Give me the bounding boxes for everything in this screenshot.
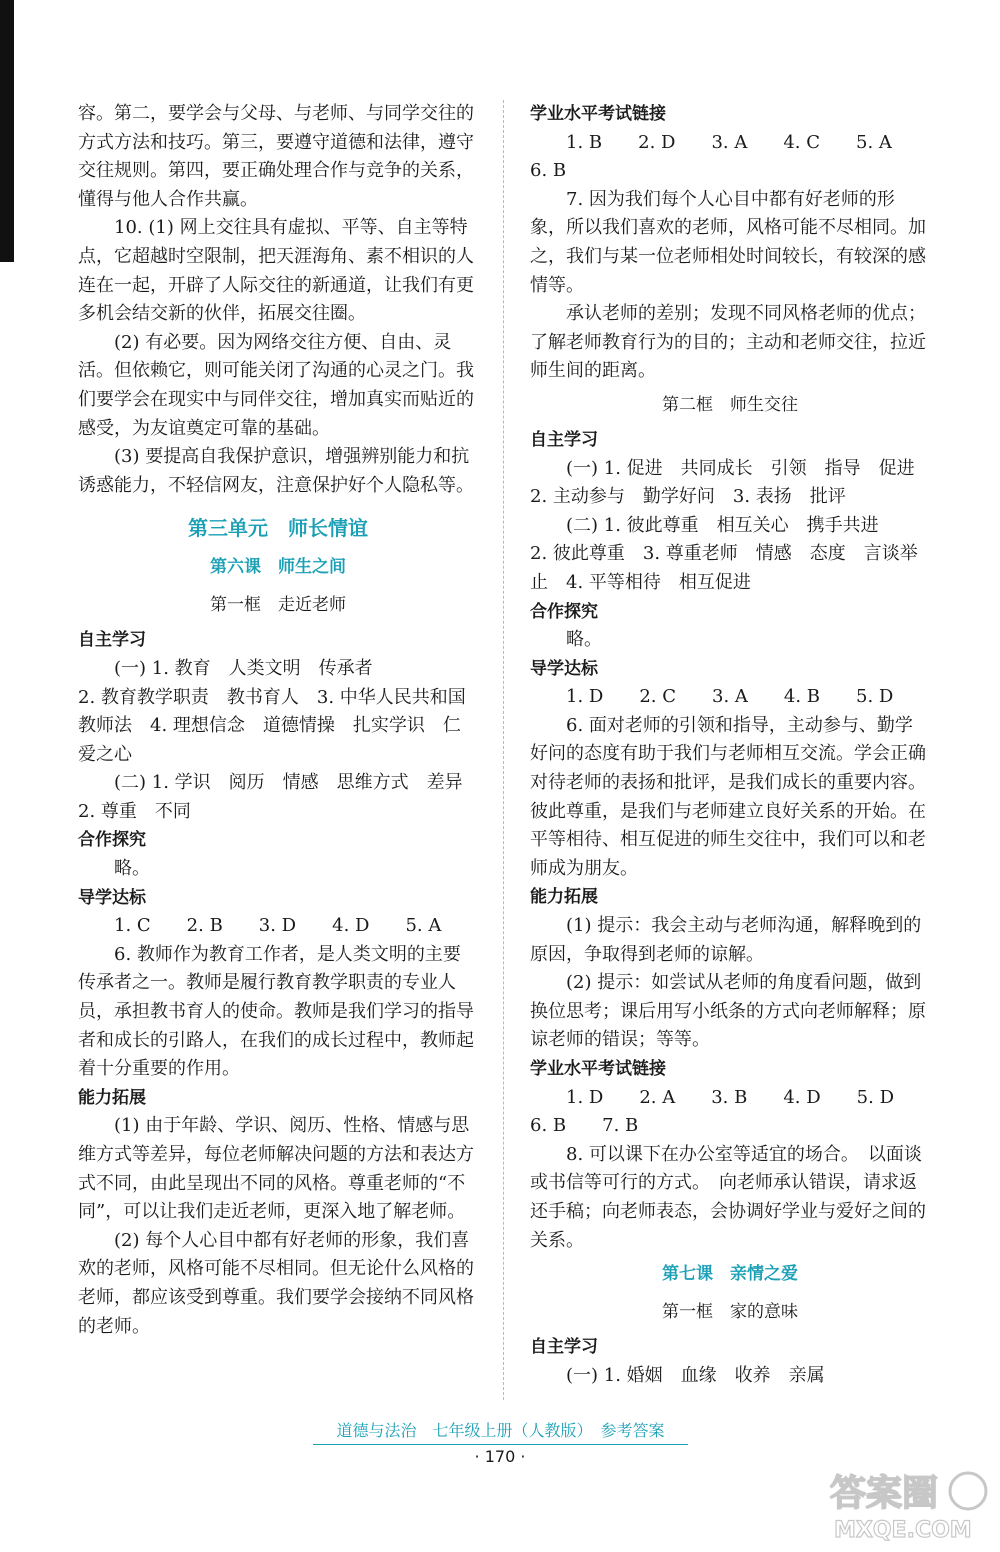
frame3-title: 第一框 家的意味 [662, 1302, 798, 1323]
xueye-answer-7: 7. 因为我们每个人心目中都有好老师的形象，所以我们喜欢的老师，风格可能不尽相同。加之，我们与某一位老师相处时间较长，有较深的感情等。 [530, 188, 926, 296]
section-heading-daoxue-2: 导学达标 [530, 658, 598, 679]
right-column [530, 100, 933, 1390]
watermark-en-text: MXQE.COM [834, 1518, 972, 1543]
answer-10-part-3: (3) 要提高自我保护意识，增强辨别能力和抗诱惑能力，不轻信网友，注意保护好个人隐私等。 [78, 446, 474, 496]
daoxue-answer-6: 6. 教师作为教育工作者，是人类文明的主要传承者之一。教师是履行教育教学职责的专业人员，承担教书育人的使命。教师是我们学习的指导者和成长的引路人，在我们的成长过程中，教师起着十分重要的作用。 [78, 943, 474, 1080]
footer-book-title: 道德与法治 七年级上册（人教版） 参考答案 [313, 1418, 688, 1445]
left-column [78, 100, 481, 1341]
nengli2-answer-1: (1) 提示：我会主动与老师沟通，解释晚到的原因，争取得到老师的谅解。 [530, 915, 922, 965]
zizhu2-part-2: (二) 1. 彼此尊重 相互关心 携手共进 2. 彼此尊重 3. 尊重老师 情感 态度 言谈举止 4. 平等相待 相互促进 [530, 514, 918, 593]
frame-title: 第一框 走近老师 [210, 595, 346, 616]
page-edge-bar [0, 0, 14, 262]
section-heading-hezuo: 合作探究 [78, 830, 146, 851]
unit-title: 第三单元 师长情谊 [188, 516, 368, 541]
section-heading-nengli: 能力拓展 [78, 1087, 146, 1108]
frame2-title: 第二框 师生交往 [662, 394, 798, 415]
daoxue2-answer-6: 6. 面对老师的引领和指导，主动参与、勤学好问的态度有助于我们与老师相互交流。学会正确对待老师的表扬和批评，是我们成长的重要内容。彼此尊重，是我们与老师建立良好关系的开始。在平等相待、相互促进的师生交往中，我们可以和老师成为朋友。 [530, 714, 926, 879]
zizhu-part-1: (一) 1. 教育 人类文明 传承者 2. 教育教学职责 教书育人 3. 中华人民共和国教师法 4. 理想信念 道德情操 扎实学识 仁爱之心 [78, 657, 466, 765]
watermark-logo [826, 1465, 996, 1545]
zizhu-part-2: (二) 1. 学识 阅历 情感 思维方式 差异 2. 尊重 不同 [78, 772, 481, 822]
section-heading-zizhu-2: 自主学习 [530, 429, 598, 450]
section-heading-nengli-2: 能力拓展 [530, 887, 598, 908]
watermark-graphic [826, 1465, 996, 1545]
xueye-answer-7-cont: 承认老师的差别；发现不同风格老师的优点；了解老师教育行为的目的；主动和老师交往，拉近师生间的距离。 [530, 303, 926, 382]
hezuo2-answer: 略。 [566, 629, 602, 651]
section-heading-zizhu: 自主学习 [78, 630, 146, 651]
zizhu2-part-1: (一) 1. 促进 共同成长 引领 指导 促进 2. 主动参与 勤学好问 3. 表扬 批评 [530, 457, 933, 508]
daoxue2-choice-answers: 1. D 2. C 3. A 4. B 5. D [566, 686, 894, 708]
watermark-cn-text: 答案圈 [830, 1473, 939, 1514]
column-divider [503, 100, 504, 1400]
answer-10-part-1: 10. (1) 网上交往具有虚拟、平等、自主等特点，它超越时空限制，把天涯海角、素不相识的人连在一起，开辟了人际交往的新通道，让我们有更多机会结交新的伙伴，拓展交往圈。 [78, 217, 474, 325]
xueye2-choice-answers: 1. D 2. A 3. B 4. D 5. D 6. B 7. B [530, 1086, 894, 1137]
section-heading-xueye-2: 学业水平考试链接 [530, 1059, 666, 1079]
page-number: · 170 · [474, 1447, 526, 1466]
section-heading-xueye: 学业水平考试链接 [530, 104, 666, 124]
section-heading-hezuo-2: 合作探究 [530, 601, 598, 622]
daoxue-choice-answers: 1. C 2. B 3. D 4. D 5. A [114, 915, 442, 937]
hezuo-answer: 略。 [114, 858, 150, 880]
nengli2-answer-2: (2) 提示：如尝试从老师的角度看问题，做到换位思考；课后用写小纸条的方式向老师解释；原谅老师的错误；等等。 [530, 972, 926, 1051]
xueye2-answer-8: 8. 可以课下在办公室等适宜的场合。 以面谈或书信等可行的方式。 向老师承认错误，请求返还手稿；向老师表态，会协调好学业与爱好之间的关系。 [530, 1143, 926, 1251]
section-heading-zizhu-3: 自主学习 [530, 1337, 598, 1358]
answer-10-part-2: (2) 有必要。因为网络交往方便、自由、灵活。但依赖它，则可能关闭了沟通的心灵之门。我们要学会在现实中与同伴交往，增加真实而贴近的感受，为友谊奠定可靠的基础。 [78, 331, 474, 439]
zizhu3-part-1: (一) 1. 婚姻 血缘 收养 亲属 [566, 1364, 825, 1386]
lesson-title: 第六课 师生之间 [210, 557, 346, 578]
nengli-answer-1: (1) 由于年龄、学识、阅历、性格、情感与思维方式等差异，每位老师解决问题的方法和表达方式不同，由此呈现出不同的风格。尊重老师的“不同”，可以让我们走近老师，更深入地了解老师。 [78, 1115, 474, 1223]
lesson7-title: 第七课 亲情之爱 [662, 1264, 798, 1285]
xueye-choice-answers: 1. B 2. D 3. A 4. C 5. A 6. B [530, 131, 892, 182]
nengli-answer-2: (2) 每个人心目中都有好老师的形象，我们喜欢的老师，风格可能不尽相同。但无论什么风格的老师，都应该受到尊重。我们要学会接纳不同风格的老师。 [78, 1229, 474, 1337]
section-heading-daoxue: 导学达标 [78, 887, 146, 908]
watermark-ring [950, 1473, 986, 1509]
paragraph-continued: 容。第二，要学会与父母、与老师、与同学交往的方式方法和技巧。第三，要遵守道德和法律，遵守交往规则。第四，要正确处理合作与竞争的关系，懂得与他人合作共赢。 [78, 103, 474, 210]
